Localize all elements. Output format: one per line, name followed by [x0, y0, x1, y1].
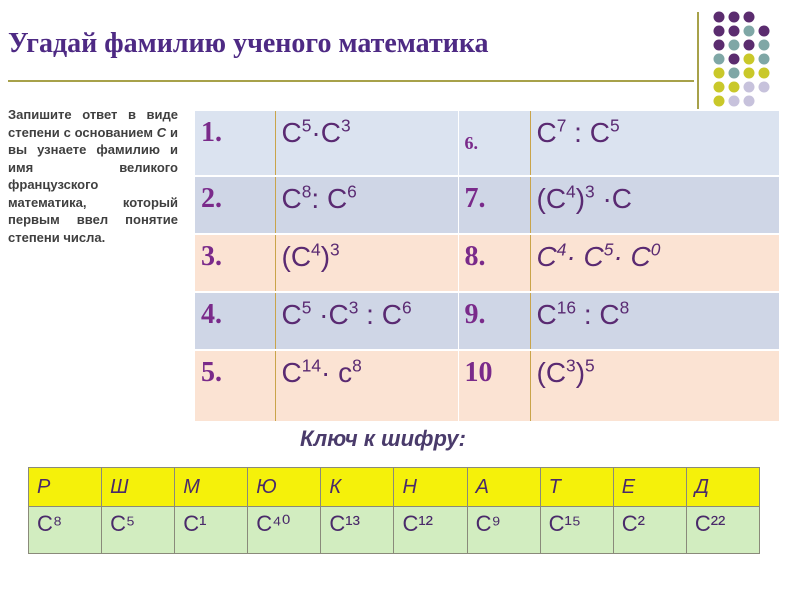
key-code: С¹: [175, 507, 248, 554]
task-number: 5.: [195, 350, 275, 421]
decorative-dot: [744, 68, 755, 79]
decorative-dot: [759, 26, 770, 37]
expr-exponent: 14: [301, 355, 322, 376]
expr-exponent: 3: [566, 355, 576, 376]
page-title: Угадай фамилию ученого математика: [8, 28, 489, 59]
task-number: 9.: [458, 292, 530, 350]
expr-base: ): [320, 241, 331, 272]
key-letter: Ш: [102, 468, 175, 507]
decorative-dot: [714, 12, 725, 23]
decorative-dot: [744, 40, 755, 51]
decorative-dot: [729, 40, 740, 51]
expr-base: ): [575, 183, 586, 214]
key-letters-row: [29, 468, 760, 507]
expr-base: ·C: [311, 299, 349, 330]
task-number: 7.: [458, 176, 530, 234]
key-letter: М: [175, 468, 248, 507]
key-letter: К: [321, 468, 394, 507]
key-code: С⁸: [29, 507, 102, 554]
expr-base: (C: [536, 183, 567, 214]
expr-exponent: 6: [347, 181, 357, 202]
expr-base: : C: [311, 183, 348, 214]
expr-exponent: 4: [566, 181, 576, 202]
expr-base: C: [281, 117, 302, 148]
decorative-dot: [759, 68, 770, 79]
decorative-dot: [714, 26, 725, 37]
decorative-dot: [729, 68, 740, 79]
task-expression: [275, 234, 458, 292]
instruction-before: Запишите ответ в виде степени с основанием: [8, 107, 178, 140]
expr-exponent: 5: [609, 115, 620, 136]
key-letter: А: [467, 468, 540, 507]
key-code: С⁴⁰: [248, 507, 321, 554]
expr-base: C: [281, 299, 302, 330]
expr-base: · c: [321, 357, 353, 388]
expr-base: ·C: [311, 117, 341, 148]
task-number: 8.: [458, 234, 530, 292]
expr-exponent: 5: [301, 297, 312, 318]
decorative-dot: [729, 26, 740, 37]
key-letter: Р: [29, 468, 102, 507]
expr-base: C: [536, 241, 557, 272]
key-code: С²²: [686, 507, 759, 554]
decorative-dot: [714, 40, 725, 51]
decorative-dot: [744, 26, 755, 37]
key-code: С⁹: [467, 507, 540, 554]
expr-exponent: 3: [348, 297, 359, 318]
expr-base: (C: [536, 357, 567, 388]
task-expression: [530, 234, 779, 292]
expr-base: ): [575, 357, 586, 388]
task-number: 2.: [195, 176, 275, 234]
expr-exponent: 16: [556, 297, 577, 318]
key-code: С²: [613, 507, 686, 554]
expr-exponent: 5: [585, 355, 595, 376]
expr-base: C: [281, 357, 302, 388]
decorative-dot: [714, 96, 725, 107]
decorative-dot: [714, 68, 725, 79]
expr-base: : C: [566, 117, 610, 148]
expr-base: (C: [281, 241, 312, 272]
instruction-after: и вы узнаете фамилию и имя великого французского математика, который первым ввел понятие степени числа.: [8, 124, 178, 245]
task-row: [195, 110, 779, 176]
task-number: 3.: [195, 234, 275, 292]
expr-base: : C: [358, 299, 402, 330]
expr-exponent: 3: [330, 239, 340, 260]
decorative-dot: [729, 82, 740, 93]
instruction-base: С: [156, 124, 167, 140]
expr-exponent: 7: [556, 115, 567, 136]
task-number: 10: [458, 350, 530, 421]
expr-exponent: 8: [619, 297, 630, 318]
task-number: 6.: [458, 110, 530, 176]
decorative-dot: [729, 54, 740, 65]
key-code: С⁵: [102, 507, 175, 554]
key-letter: Е: [613, 468, 686, 507]
decorative-dot: [744, 96, 755, 107]
expr-exponent: 5: [301, 115, 312, 136]
decorative-dot: [744, 82, 755, 93]
task-expression: [530, 110, 779, 176]
instruction-text: [8, 106, 178, 246]
cipher-key-table: [28, 467, 760, 554]
expr-exponent: 5: [603, 239, 614, 260]
expr-exponent: 6: [401, 297, 412, 318]
expr-base: · C: [566, 241, 604, 272]
decorative-dot: [714, 54, 725, 65]
expr-exponent: 8: [352, 355, 362, 376]
decorative-dot-grid: [710, 10, 790, 110]
expr-exponent: 0: [650, 239, 661, 260]
task-number: 1.: [195, 110, 275, 176]
key-letter: Т: [540, 468, 613, 507]
key-letter: Ю: [248, 468, 321, 507]
key-letter: Н: [394, 468, 467, 507]
decorative-dot: [759, 40, 770, 51]
expr-exponent: 3: [585, 181, 595, 202]
tasks-table: [195, 109, 779, 421]
decorative-dot: [714, 82, 725, 93]
decorative-dot: [744, 12, 755, 23]
task-expression: [530, 292, 779, 350]
task-expression: [275, 350, 458, 421]
task-expression: [530, 176, 779, 234]
decorative-dot: [744, 54, 755, 65]
task-number: 4.: [195, 292, 275, 350]
task-expression: [275, 176, 458, 234]
accent-vertical-line: [697, 12, 699, 112]
key-letter: Д: [686, 468, 759, 507]
task-expression: [530, 350, 779, 421]
task-row: [195, 176, 779, 234]
cipher-key-title: Ключ к шифру:: [300, 426, 466, 451]
task-row: [195, 350, 779, 421]
expr-exponent: 4: [556, 239, 567, 260]
accent-horizontal-line: [8, 80, 694, 82]
expr-exponent: 3: [340, 115, 351, 136]
expr-base: : C: [576, 299, 620, 330]
key-code: С¹²: [394, 507, 467, 554]
key-code: С¹³: [321, 507, 394, 554]
expr-base: ·C: [594, 183, 633, 214]
task-expression: [275, 110, 458, 176]
decorative-dot: [729, 96, 740, 107]
expr-base: C: [281, 183, 302, 214]
expr-base: C: [536, 117, 557, 148]
expr-base: C: [536, 299, 557, 330]
expr-base: · C: [613, 241, 651, 272]
task-row: [195, 234, 779, 292]
decorative-dot: [729, 12, 740, 23]
key-codes-row: [29, 507, 760, 554]
decorative-dot: [759, 82, 770, 93]
task-row: [195, 292, 779, 350]
task-expression: [275, 292, 458, 350]
expr-exponent: 4: [311, 239, 321, 260]
expr-exponent: 8: [301, 181, 312, 202]
key-code: С¹⁵: [540, 507, 613, 554]
decorative-dot: [759, 54, 770, 65]
